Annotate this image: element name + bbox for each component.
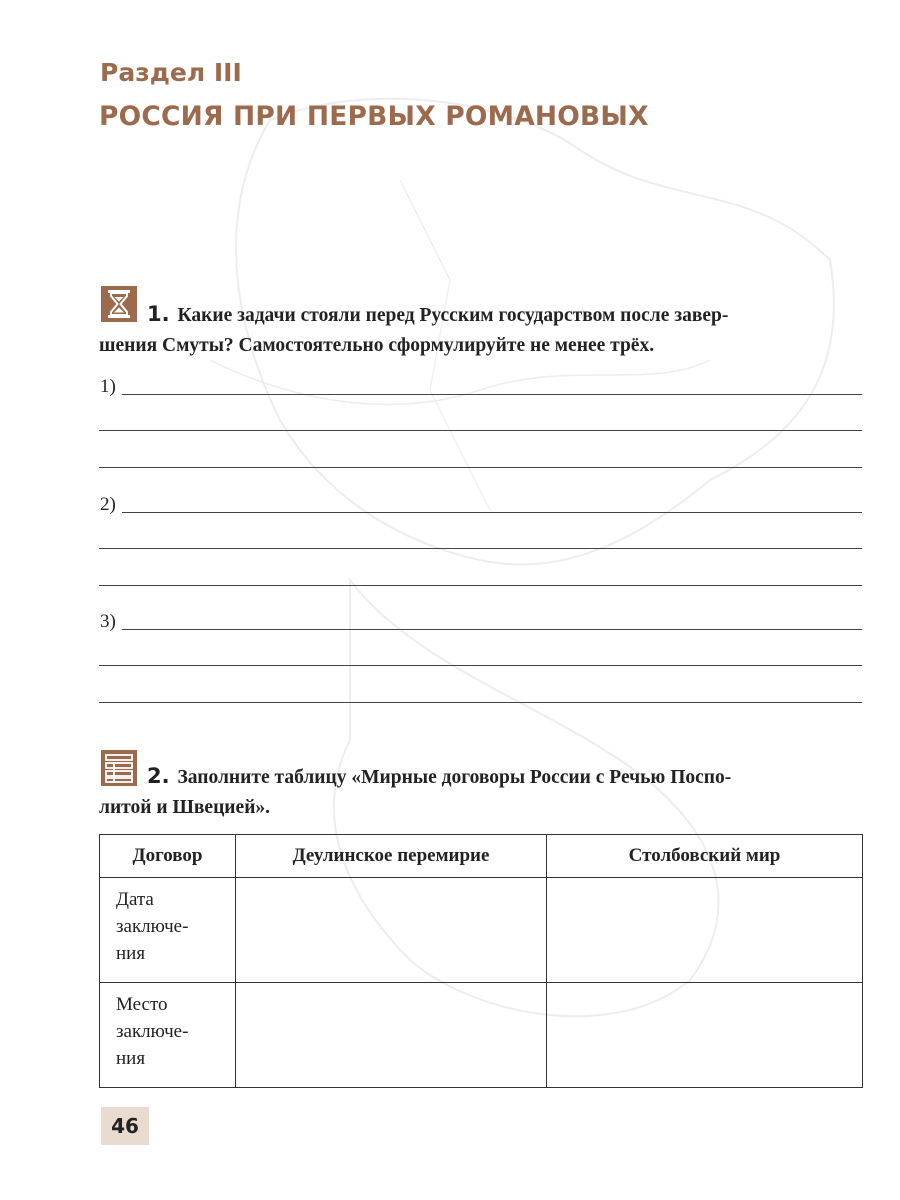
row-label-place-line-1: Место: [116, 994, 168, 1015]
task-1-text-line-2: шения Смуты? Самостоятельно сформулируйте не менее трёх.: [99, 335, 655, 356]
table-header-row: [100, 835, 863, 878]
answer-1-line-2[interactable]: [99, 430, 862, 431]
answer-2-line-2[interactable]: [99, 548, 862, 549]
task-1-text-line-1: Какие задачи стояли перед Русским государством после завер-: [177, 305, 729, 326]
task-2-text-line-1: Заполните таблицу «Мирные договоры России с Речью Поспо-: [177, 767, 732, 788]
task-1-prompt: [99, 299, 867, 361]
row-label-date-line-3: ния: [116, 943, 146, 964]
table-row-place: [100, 983, 863, 1088]
task-2-number: 2.: [147, 764, 170, 788]
row-label-date-line-2: заключе-: [116, 916, 189, 937]
cell-deulino-date[interactable]: [236, 878, 547, 983]
answer-3-line-3[interactable]: [99, 702, 862, 703]
table-icon: [101, 750, 137, 786]
task-1-number: 1.: [147, 302, 170, 326]
table-header-treaty: Договор: [100, 835, 236, 878]
answer-3-label: 3): [100, 611, 116, 632]
answer-3-line-2[interactable]: [99, 665, 862, 666]
table-header-deulino: Деулинское перемирие: [236, 835, 547, 878]
row-label-place: [100, 983, 236, 1088]
cell-stolbovo-date[interactable]: [547, 878, 863, 983]
cell-deulino-place[interactable]: [236, 983, 547, 1088]
section-label: Раздел III: [100, 58, 242, 87]
task-2-prompt: [99, 761, 867, 823]
row-label-date: [100, 878, 236, 983]
answer-3-line-1[interactable]: [122, 629, 862, 630]
table-row-date: [100, 878, 863, 983]
cell-stolbovo-place[interactable]: [547, 983, 863, 1088]
page-number: 46: [101, 1107, 149, 1145]
answer-1-line-1[interactable]: [122, 394, 862, 395]
task-2-text-line-2: литой и Швецией».: [99, 797, 271, 818]
answer-2-label: 2): [100, 494, 116, 515]
peace-treaties-table: [99, 834, 863, 1088]
answer-2-line-1[interactable]: [122, 512, 862, 513]
answer-1-line-3[interactable]: [99, 467, 862, 468]
answer-1-label: 1): [100, 376, 116, 397]
table-header-stolbovo: Столбовский мир: [547, 835, 863, 878]
section-title: РОССИЯ ПРИ ПЕРВЫХ РОМАНОВЫХ: [99, 101, 649, 132]
row-label-date-line-1: Дата: [116, 889, 154, 910]
hourglass-icon: [101, 286, 137, 322]
row-label-place-line-2: заключе-: [116, 1021, 189, 1042]
row-label-place-line-3: ния: [116, 1048, 146, 1069]
answer-2-line-3[interactable]: [99, 585, 862, 586]
